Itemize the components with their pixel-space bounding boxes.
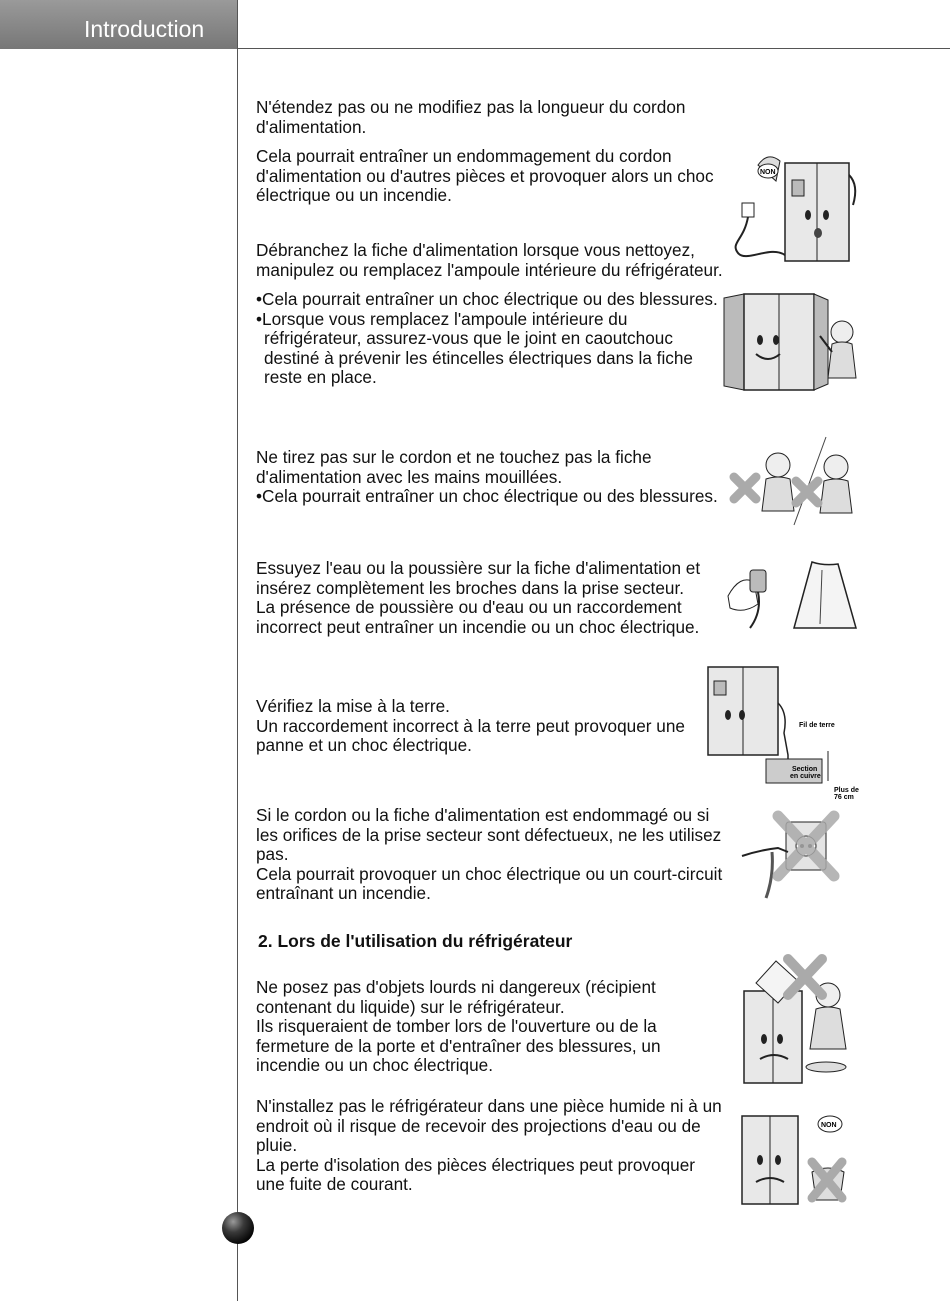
warning-damaged-cord <box>256 806 726 904</box>
fridge-open-lamp-illustration <box>724 292 864 392</box>
wipe-plug-illustration <box>724 556 864 631</box>
prohibited-cross-icon <box>796 481 818 503</box>
warning-grounding <box>256 697 726 756</box>
non-label: NON <box>760 169 776 176</box>
copper-section-label: en cuivre <box>790 773 821 780</box>
damaged-outlet-illustration <box>742 812 842 902</box>
warning-body: Cela pourrait provoquer un choc électrique ou un court-circuit entraînant un incendie. <box>256 863 723 903</box>
page-section-title: Introduction <box>84 16 205 42</box>
warning-bullet: • Cela pourrait entraîner un choc électrique ou des blessures. <box>256 290 726 310</box>
warning-extend-cord <box>256 98 726 206</box>
warning-bullet: • Cela pourrait entraîner un choc électrique ou des blessures. <box>256 487 726 507</box>
prohibited-cross-icon <box>734 477 756 499</box>
margin-rule <box>237 0 238 1301</box>
warning-title: Essuyez l'eau ou la poussière sur la fiche d'alimentation et insérez complètement les broches dans la prise secteur. <box>256 558 701 598</box>
page-marker-icon <box>222 1212 254 1244</box>
warning-title: N'étendez pas ou ne modifiez pas la longueur du cordon d'alimentation. <box>256 97 686 137</box>
depth-label: Plus de <box>834 787 859 794</box>
warning-wet-hands <box>256 448 726 507</box>
warning-humid-room <box>256 1097 726 1195</box>
warning-body: Un raccordement incorrect à la terre peut provoquer une panne et un choc électrique. <box>256 715 685 755</box>
warning-body: La présence de poussière ou d'eau ou un raccordement incorrect peut entraîner un incendie ou un choc électrique. <box>256 597 700 637</box>
warning-unplug-cleaning <box>256 241 726 388</box>
warning-title: Vérifiez la mise à la terre. <box>256 696 450 716</box>
warning-bullet: • Lorsque vous remplacez l'ampoule intérieure du réfrigérateur, assurez-vous que le joint en caoutchouc destiné à prévenir les étincelles électriques dans la fiche reste en place. <box>256 310 726 388</box>
depth-label: 76 cm <box>834 794 854 801</box>
header-tab <box>0 0 237 49</box>
wet-hands-illustration <box>726 437 866 527</box>
warning-dust-plug <box>256 559 726 637</box>
warning-title: N'installez pas le réfrigérateur dans une pièce humide ni à un endroit où il risque de recevoir des projections d'eau ou de pluie. <box>256 1096 722 1155</box>
ground-wire-label: Fil de terre <box>799 722 835 729</box>
warning-title: Si le cordon ou la fiche d'alimentation est endommagé ou si les orifices de la prise secteur sont défectueux, ne les utilisez pas. <box>256 805 722 864</box>
warning-body: Cela pourrait entraîner un endommagement du cordon d'alimentation ou d'autres pièces et provoquer alors un choc électrique ou un incendie. <box>256 146 714 205</box>
warning-title: Débranchez la fiche d'alimentation lorsque vous nettoyez, manipulez ou remplacez l'ampoule intérieure du réfrigérateur. <box>256 240 723 280</box>
warning-body: La perte d'isolation des pièces électriques peut provoquer une fuite de courant. <box>256 1154 695 1194</box>
grounding-illustration <box>706 663 862 801</box>
subsection-heading: 2. Lors de l'utilisation du réfrigérateur <box>258 931 573 951</box>
header-rule <box>237 48 950 49</box>
copper-section-label: Section <box>792 766 818 773</box>
warning-body: Ils risqueraient de tomber lors de l'ouverture ou de la fermeture de la porte et d'entraîner des blessures, un incendie ou un choc électrique. <box>256 1016 661 1075</box>
warning-heavy-objects <box>256 978 726 1076</box>
fridge-cord-illustration <box>730 145 860 265</box>
warning-title: Ne tirez pas sur le cordon et ne touchez pas la fiche d'alimentation avec les mains mouillées. <box>256 447 652 487</box>
non-label: NON <box>821 1122 837 1129</box>
warning-title: Ne posez pas d'objets lourds ni dangereux (récipient contenant du liquide) sur le réfrigérateur. <box>256 977 656 1017</box>
heavy-objects-illustration <box>740 955 855 1087</box>
humid-room-illustration <box>738 1102 858 1212</box>
